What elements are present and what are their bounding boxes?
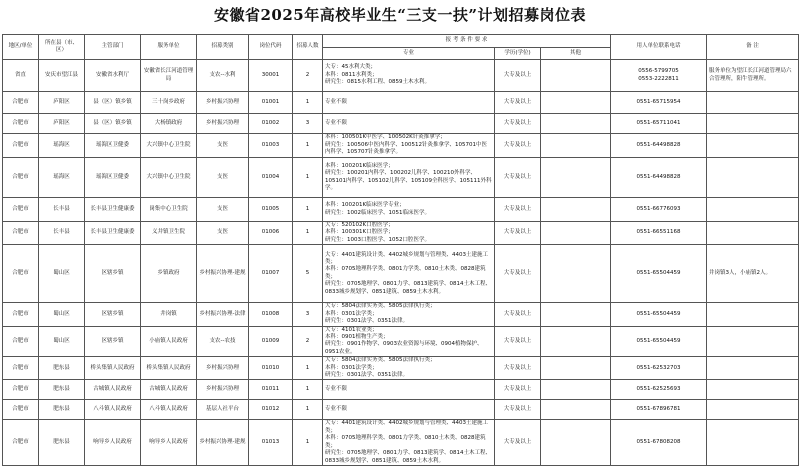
cell-phone: 0551-64498828 xyxy=(611,134,707,158)
cell-unit: 井岗镇 xyxy=(141,303,197,326)
cell-unit: 岗集中心卫生院 xyxy=(141,198,197,222)
cell-count: 1 xyxy=(293,420,323,466)
cell-unit: 安徽省长江河道管理局 xyxy=(141,60,197,92)
cell-count: 1 xyxy=(293,92,323,114)
cell-major: 大专：5804法律实务类、5805法律执行类； 本科：0301法学类； 研究生：0301法学、0351法律。 xyxy=(323,303,495,326)
cell-dept: 八斗镇人民政府 xyxy=(85,400,141,420)
cell-category: 支农--水利 xyxy=(197,60,249,92)
cell-major: 本科：100201K临床医学专业； 研究生：1002临床医学、1051临床医学。 xyxy=(323,198,495,222)
cell-major: 大专：4101农业类； 本科：0901植物生产类； 研究生：0901作物学、0903农业资源与环境、0904植物保护、0951农业。 xyxy=(323,326,495,357)
header-region: 地区/单位 xyxy=(3,35,39,60)
header-remark: 备 注 xyxy=(707,35,799,60)
cell-region: 省直 xyxy=(3,60,39,92)
cell-remark: 服务单位为望江长江河道管理局六合管理所，阳牛管理所。 xyxy=(707,60,799,92)
cell-category: 乡村振兴协理-法律 xyxy=(197,303,249,326)
table-row xyxy=(3,198,799,222)
cell-region: 合肥市 xyxy=(3,326,39,357)
cell-phone: 0551-65504459 xyxy=(611,326,707,357)
cell-unit: 桥头集镇人民政府 xyxy=(141,357,197,380)
cell-remark xyxy=(707,158,799,198)
cell-remark xyxy=(707,303,799,326)
cell-county: 庐阳区 xyxy=(39,114,85,134)
cell-education: 大专及以上 xyxy=(495,357,541,380)
cell-phone: 0551-66551168 xyxy=(611,222,707,245)
header-major: 专业 xyxy=(323,48,495,60)
cell-code: 01012 xyxy=(249,400,293,420)
cell-education: 大专及以上 xyxy=(495,92,541,114)
cell-county: 肥东县 xyxy=(39,420,85,466)
cell-code: 01003 xyxy=(249,134,293,158)
cell-remark xyxy=(707,114,799,134)
cell-count: 1 xyxy=(293,134,323,158)
cell-count: 1 xyxy=(293,222,323,245)
cell-code: 01001 xyxy=(249,92,293,114)
cell-category: 支医 xyxy=(197,222,249,245)
cell-other xyxy=(541,222,611,245)
cell-region: 合肥市 xyxy=(3,380,39,400)
cell-count: 3 xyxy=(293,114,323,134)
cell-county: 肥东县 xyxy=(39,380,85,400)
cell-education: 大专及以上 xyxy=(495,380,541,400)
cell-category: 乡村振兴协理-建规 xyxy=(197,420,249,466)
cell-code: 01008 xyxy=(249,303,293,326)
cell-unit: 大兴镇中心卫生院 xyxy=(141,158,197,198)
cell-category: 乡村振兴协理 xyxy=(197,357,249,380)
header-requirements: 报 考 条 件 要 求 xyxy=(323,35,611,48)
cell-dept: 区辖乡镇 xyxy=(85,245,141,303)
cell-phone: 0551-65715954 xyxy=(611,92,707,114)
cell-major: 专业不限 xyxy=(323,114,495,134)
cell-code: 01004 xyxy=(249,158,293,198)
table-row xyxy=(3,114,799,134)
cell-education: 大专及以上 xyxy=(495,326,541,357)
cell-major: 本科：100201K临床医学； 研究生：100201内科学、100202儿科学、100210外科学、105101内科学、105102儿科学、105109全科医学、105111外科学。 xyxy=(323,158,495,198)
cell-major: 大专：4401建筑设计类、4402城乡规划与管理类、4403土建施工类； 本科：0705地理科学类、0801力学类、0810土木类、0828建筑类； 研究生：0705地理学、0801力学、0813建筑学、0814土木工程、0833城乡规划学、0851建筑、0859土木水利。 xyxy=(323,420,495,466)
cell-other xyxy=(541,380,611,400)
cell-code: 01007 xyxy=(249,245,293,303)
cell-category: 基层人社平台 xyxy=(197,400,249,420)
cell-code: 01006 xyxy=(249,222,293,245)
cell-dept: 长丰县卫生健康委 xyxy=(85,222,141,245)
cell-count: 3 xyxy=(293,303,323,326)
header-education: 学历(学位) xyxy=(495,48,541,60)
cell-county: 瑶海区 xyxy=(39,158,85,198)
cell-dept: 长丰县卫生健康委 xyxy=(85,198,141,222)
table-row xyxy=(3,420,799,466)
cell-county: 瑶海区 xyxy=(39,134,85,158)
table-row xyxy=(3,326,799,357)
cell-phone: 0551-67808208 xyxy=(611,420,707,466)
cell-count: 1 xyxy=(293,357,323,380)
cell-major: 大专：520102K口腔医学； 本科：100301K口腔医学； 研究生：1003口腔医学、1052口腔医学。 xyxy=(323,222,495,245)
cell-category: 乡村振兴协理 xyxy=(197,380,249,400)
cell-region: 合肥市 xyxy=(3,303,39,326)
cell-other xyxy=(541,134,611,158)
cell-region: 合肥市 xyxy=(3,357,39,380)
cell-education: 大专及以上 xyxy=(495,400,541,420)
cell-region: 合肥市 xyxy=(3,400,39,420)
cell-code: 01011 xyxy=(249,380,293,400)
cell-code: 01010 xyxy=(249,357,293,380)
cell-count: 2 xyxy=(293,326,323,357)
cell-region: 合肥市 xyxy=(3,134,39,158)
cell-remark: 井岗镇3人，小庙镇2人。 xyxy=(707,245,799,303)
job-table xyxy=(2,34,799,466)
cell-education: 大专及以上 xyxy=(495,245,541,303)
cell-phone: 0551-65711041 xyxy=(611,114,707,134)
table-row xyxy=(3,92,799,114)
cell-major: 专业不限 xyxy=(323,400,495,420)
cell-phone: 0551-65504459 xyxy=(611,245,707,303)
cell-unit: 大杨镇政府 xyxy=(141,114,197,134)
cell-other xyxy=(541,357,611,380)
cell-remark xyxy=(707,222,799,245)
cell-region: 合肥市 xyxy=(3,245,39,303)
cell-remark xyxy=(707,420,799,466)
cell-phone: 0551-62532703 xyxy=(611,357,707,380)
cell-region: 合肥市 xyxy=(3,158,39,198)
cell-dept: 瑶海区卫健委 xyxy=(85,158,141,198)
cell-unit: 八斗镇人民政府 xyxy=(141,400,197,420)
cell-county: 长丰县 xyxy=(39,222,85,245)
table-row xyxy=(3,303,799,326)
cell-phone: 0551-65504459 xyxy=(611,303,707,326)
header-category: 招募类别 xyxy=(197,35,249,60)
cell-unit: 古城镇人民政府 xyxy=(141,380,197,400)
cell-major: 本科：100501K中医学、100502K针灸推拿学； 研究生：100506中医内科学、100512针灸推拿学、105701中医内科学、105707针灸推拿学。 xyxy=(323,134,495,158)
cell-remark xyxy=(707,198,799,222)
cell-remark xyxy=(707,357,799,380)
table-row xyxy=(3,357,799,380)
cell-count: 1 xyxy=(293,158,323,198)
cell-phone: 0556-5799705 0553-2222811 xyxy=(611,60,707,92)
cell-unit: 大兴镇中心卫生院 xyxy=(141,134,197,158)
cell-region: 合肥市 xyxy=(3,420,39,466)
cell-county: 庐阳区 xyxy=(39,92,85,114)
cell-dept: 县（区）镇乡镇 xyxy=(85,92,141,114)
header-dept: 主管部门 xyxy=(85,35,141,60)
cell-category: 乡村振兴协理-建规 xyxy=(197,245,249,303)
cell-count: 1 xyxy=(293,380,323,400)
cell-region: 合肥市 xyxy=(3,114,39,134)
cell-major: 专业不限 xyxy=(323,92,495,114)
page-title: 安徽省2025年高校毕业生“三支一扶”计划招募岗位表 xyxy=(213,6,586,24)
cell-remark xyxy=(707,380,799,400)
cell-unit: 小庙镇人民政府 xyxy=(141,326,197,357)
cell-remark xyxy=(707,400,799,420)
cell-count: 1 xyxy=(293,198,323,222)
cell-other xyxy=(541,158,611,198)
cell-education: 大专及以上 xyxy=(495,198,541,222)
cell-other xyxy=(541,326,611,357)
cell-education: 大专及以上 xyxy=(495,303,541,326)
cell-county: 蜀山区 xyxy=(39,303,85,326)
cell-phone: 0551-62525693 xyxy=(611,380,707,400)
table-row xyxy=(3,134,799,158)
cell-unit: 义井镇卫生院 xyxy=(141,222,197,245)
cell-category: 支医 xyxy=(197,134,249,158)
cell-other xyxy=(541,245,611,303)
cell-county: 安庆市望江县 xyxy=(39,60,85,92)
cell-category: 支医 xyxy=(197,198,249,222)
cell-remark xyxy=(707,92,799,114)
cell-county: 肥东县 xyxy=(39,357,85,380)
cell-phone: 0551-64498828 xyxy=(611,158,707,198)
header-other: 其他 xyxy=(541,48,611,60)
cell-major: 大专：45水利大类； 本科：0811水利类； 研究生：0815水利工程、0859土木水利。 xyxy=(323,60,495,92)
cell-code: 01013 xyxy=(249,420,293,466)
cell-category: 乡村振兴协理 xyxy=(197,92,249,114)
table-body xyxy=(3,60,799,466)
header-county: 所在县（市、区） xyxy=(39,35,85,60)
cell-phone: 0551-66776093 xyxy=(611,198,707,222)
cell-education: 大专及以上 xyxy=(495,60,541,92)
cell-education: 大专及以上 xyxy=(495,114,541,134)
cell-category: 乡村振兴协理 xyxy=(197,114,249,134)
cell-dept: 安徽省水利厅 xyxy=(85,60,141,92)
cell-dept: 响导乡人民政府 xyxy=(85,420,141,466)
cell-education: 大专及以上 xyxy=(495,134,541,158)
table-row xyxy=(3,380,799,400)
header-unit: 服务单位 xyxy=(141,35,197,60)
cell-dept: 县（区）镇乡镇 xyxy=(85,114,141,134)
cell-other xyxy=(541,400,611,420)
cell-remark xyxy=(707,134,799,158)
cell-education: 大专及以上 xyxy=(495,420,541,466)
cell-other xyxy=(541,92,611,114)
cell-count: 5 xyxy=(293,245,323,303)
cell-phone: 0551-67896781 xyxy=(611,400,707,420)
cell-major: 大专：4401建筑设计类、4402城乡规划与管理类、4403土建施工类； 本科：0705地理科学类、0801力学类、0810土木类、0828建筑类； 研究生：0705地理学、0801力学、0813建筑学、0814土木工程、0833城乡规划学、0851建筑、0859土木水利。 xyxy=(323,245,495,303)
cell-county: 蜀山区 xyxy=(39,245,85,303)
cell-unit: 响导乡人民政府 xyxy=(141,420,197,466)
cell-education: 大专及以上 xyxy=(495,158,541,198)
cell-other xyxy=(541,114,611,134)
cell-other xyxy=(541,303,611,326)
table-row xyxy=(3,245,799,303)
cell-other xyxy=(541,420,611,466)
cell-education: 大专及以上 xyxy=(495,222,541,245)
table-row xyxy=(3,400,799,420)
cell-dept: 区辖乡镇 xyxy=(85,303,141,326)
cell-unit: 三十岗乡政府 xyxy=(141,92,197,114)
cell-county: 蜀山区 xyxy=(39,326,85,357)
cell-dept: 古城镇人民政府 xyxy=(85,380,141,400)
cell-other xyxy=(541,60,611,92)
cell-county: 长丰县 xyxy=(39,198,85,222)
cell-dept: 瑶海区卫健委 xyxy=(85,134,141,158)
cell-region: 合肥市 xyxy=(3,198,39,222)
cell-count: 2 xyxy=(293,60,323,92)
cell-code: 01002 xyxy=(249,114,293,134)
cell-county: 肥东县 xyxy=(39,400,85,420)
cell-dept: 区辖乡镇 xyxy=(85,326,141,357)
cell-region: 合肥市 xyxy=(3,222,39,245)
cell-count: 1 xyxy=(293,400,323,420)
cell-major: 大专：5804法律实务类、5805法律执行类； 本科：0301法学类； 研究生：0301法学、0351法律。 xyxy=(323,357,495,380)
header-count: 招募人数 xyxy=(293,35,323,60)
header-code: 岗位代码 xyxy=(249,35,293,60)
table-row xyxy=(3,60,799,92)
table-row xyxy=(3,222,799,245)
cell-code: 01005 xyxy=(249,198,293,222)
cell-other xyxy=(541,198,611,222)
cell-category: 支农--农技 xyxy=(197,326,249,357)
header-phone: 用人单位联系电话 xyxy=(611,35,707,60)
cell-remark xyxy=(707,326,799,357)
cell-unit: 乡镇政府 xyxy=(141,245,197,303)
table-row xyxy=(3,158,799,198)
cell-category: 支医 xyxy=(197,158,249,198)
cell-code: 01009 xyxy=(249,326,293,357)
cell-dept: 桥头集镇人民政府 xyxy=(85,357,141,380)
cell-code: 30001 xyxy=(249,60,293,92)
cell-region: 合肥市 xyxy=(3,92,39,114)
cell-major: 专业不限 xyxy=(323,380,495,400)
